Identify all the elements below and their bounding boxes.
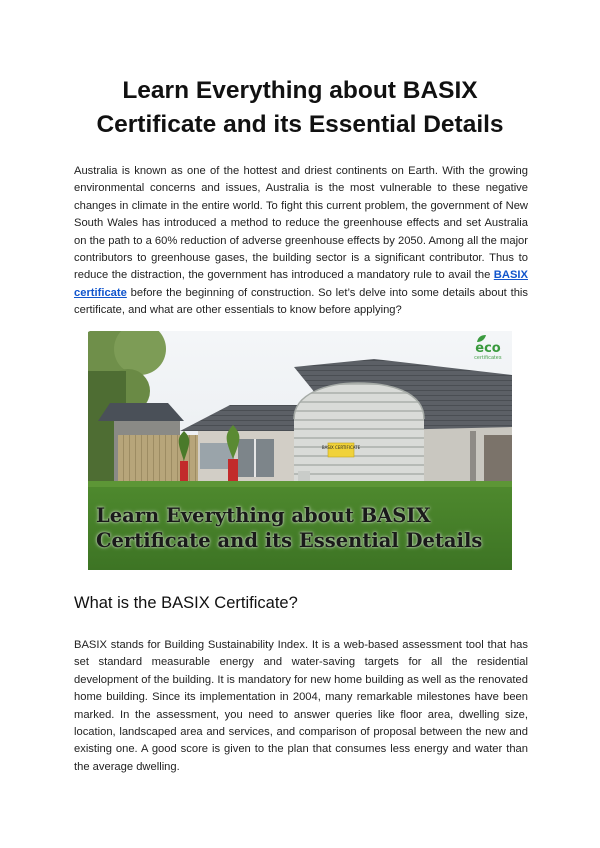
- logo-subtitle: certificates: [474, 355, 502, 361]
- leaf-icon: [477, 335, 486, 342]
- section-paragraph: BASIX stands for Building Sustainability Index. It is a web-based assessment tool that has set standard measurable energy and water-saving targets for all the residential development of the building. It is mandatory for new home building as well as the renovated home building. Since its implementation in 2004, many remarkable milestones have been marked. In the assessment, you need to answer queries like floor area, dwelling size, location, landscaped area and services, and comparison of proposal between the new and existing one. A good score is given to the plan that consumes less energy and water than the average dwelling.: [74, 639, 528, 773]
- basix-certificate-link[interactable]: BASIX certificate: [74, 269, 528, 299]
- logo-word: eco: [475, 341, 501, 356]
- hero-image: [88, 331, 512, 570]
- intro-text-before-link: Australia is known as one of the hottest and driest continents on Earth. With the growing environmental concerns and issues, Australia is the most vulnerable to these negative changes in climate in the entire world. To fight this current problem, the government of New South Wales has introduced a method to reduce the greenhouse effects and set Australia on the path to a 60% reduction of adverse greenhouse effects by 2050. Among all the major contributors to greenhouse gases, the building sector is a significant contributor. Thus to reduce the distraction, the government has introduced a mandatory rule to avail the: [74, 165, 528, 282]
- intro-paragraph: [74, 163, 528, 320]
- section-heading: What is the BASIX Certificate?: [74, 594, 298, 612]
- tank-sign: BASIX CERTIFICATE: [321, 445, 361, 450]
- hero-caption: Learn Everything about BASIX Certificate and its Essential Details: [96, 504, 483, 552]
- page-title: Learn Everything about BASIX Certificate and its Essential Details: [96, 77, 504, 138]
- eco-certificates-logo: [469, 335, 507, 365]
- intro-text-after-link: before the beginning of construction. So let’s delve into some details about this certificate, and what are other essentials to know before applying?: [74, 286, 528, 317]
